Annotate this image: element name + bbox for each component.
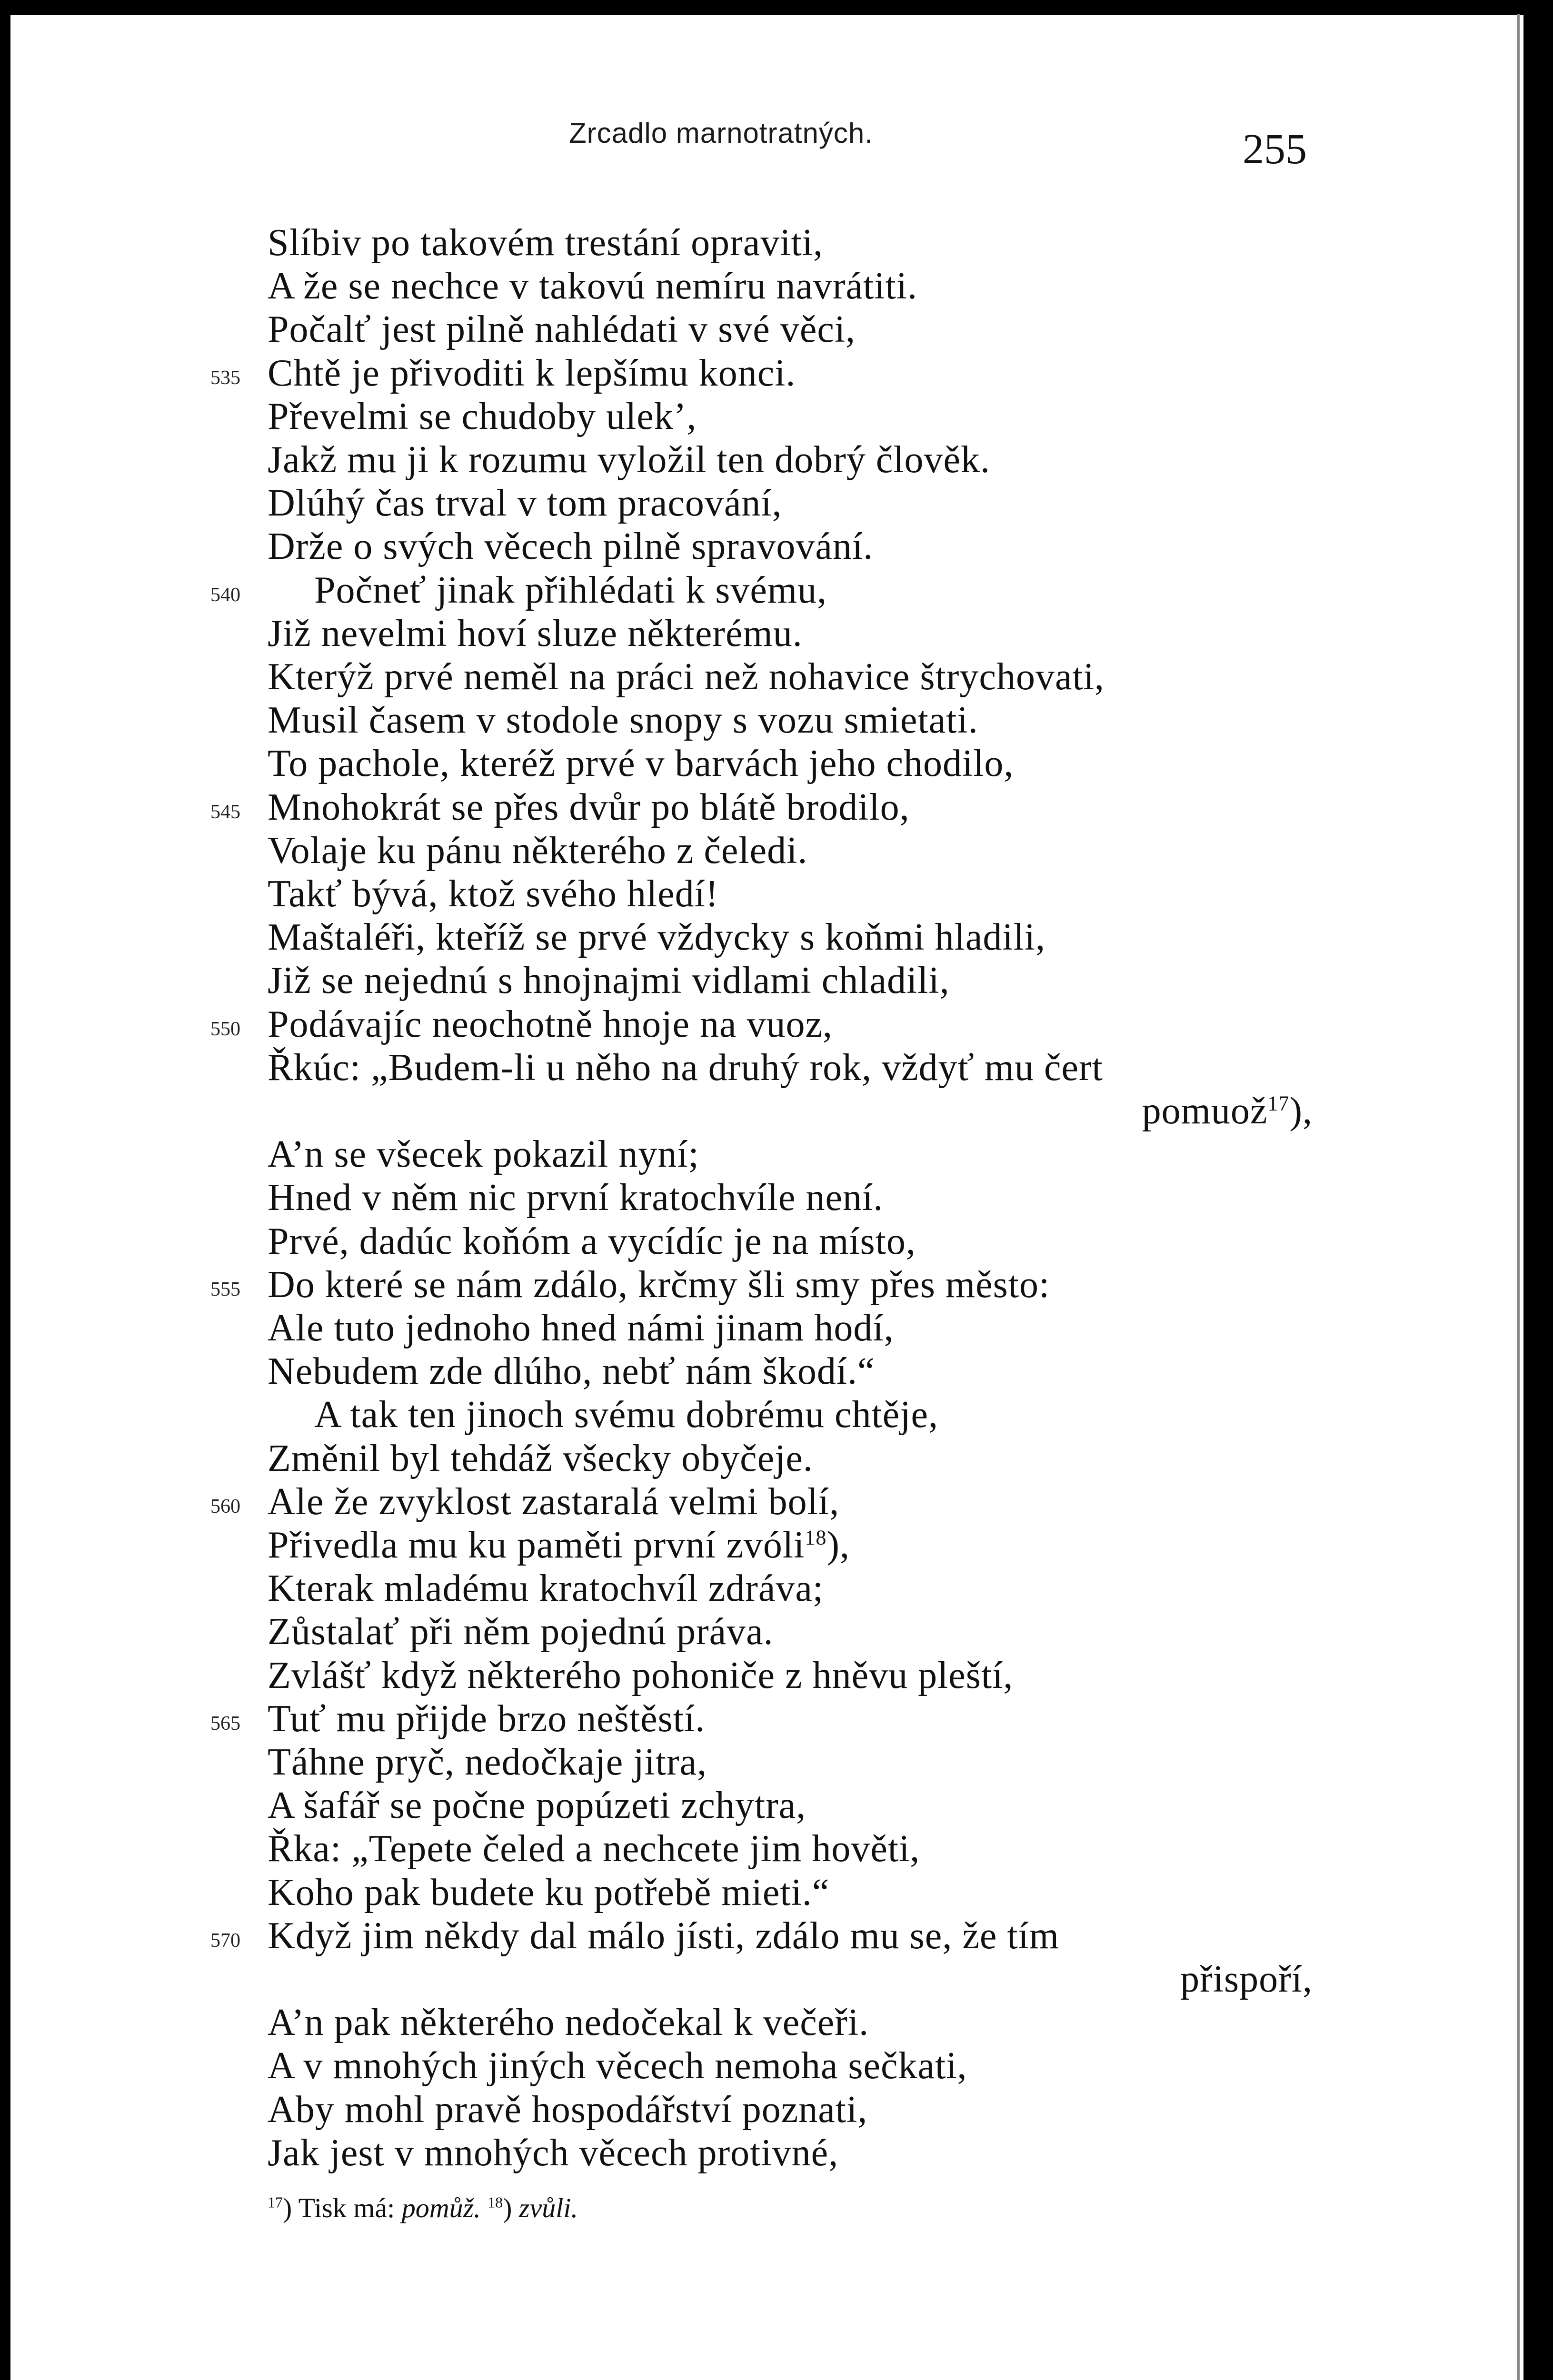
verse-line xyxy=(268,1222,916,1260)
verse-line xyxy=(268,2088,868,2131)
verse-text: Tuť mu přijde brzo neštěstí. xyxy=(268,1697,706,1740)
verse-text: Již nevelmi hoví sluze některému. xyxy=(268,612,803,654)
verse-text: Řka: „Tepete čeled a nechcete jim hověti, xyxy=(268,1828,920,1870)
scan-edge-top xyxy=(0,0,1553,15)
footnotes xyxy=(268,2192,578,2224)
verse-line xyxy=(268,1263,1050,1306)
footnote-reference: 17 xyxy=(1267,1091,1290,1115)
verse-text: Jak jest v mnohých věcech protivné, xyxy=(268,2132,839,2174)
verse-text: Hned v něm nic první kratochvíle není. xyxy=(268,1177,884,1219)
verse-text: Jakž mu ji k rozumu vyložil ten dobrý člověk. xyxy=(268,439,991,481)
verse-line xyxy=(268,699,978,742)
verse-text: A’n pak některého nedočekal k večeři. xyxy=(268,2002,869,2044)
verse-text: Aby mohl pravě hospodářství poznati, xyxy=(268,2088,868,2131)
verse-line xyxy=(268,1439,813,1478)
verse-line xyxy=(268,526,874,568)
line-number: 550 xyxy=(210,1018,240,1040)
verse-line xyxy=(268,441,990,479)
verse-text: A’n se všecek pokazil nyní; xyxy=(268,1133,699,1176)
verse-line xyxy=(268,744,1014,783)
verse-text: Zvlášť když některého pohoniče z hněvu pleští, xyxy=(268,1654,1014,1696)
line-number: 545 xyxy=(210,801,240,823)
line-number: 570 xyxy=(210,1929,240,1952)
verse-text: Prvé, dadúc koňóm a vycídíc je na místo, xyxy=(268,1220,916,1262)
verse-line xyxy=(268,962,950,1000)
verse-line xyxy=(268,1914,1060,1957)
line-number: 565 xyxy=(210,1712,240,1735)
verse-text: Slíbiv po takovém trestání opraviti, xyxy=(268,222,823,264)
verse-text: Musil časem v stodole snopy s vozu smietati. xyxy=(268,699,978,742)
footnote-reading: zvůli. xyxy=(518,2192,578,2223)
verse-line xyxy=(268,482,782,525)
verse-line xyxy=(268,1786,806,1825)
verse-line xyxy=(268,1179,883,1217)
verse-text: Takť bývá, ktož svého hledí! xyxy=(268,873,719,915)
verse-line xyxy=(268,1526,850,1564)
footnote-text: ) xyxy=(503,2192,519,2223)
verse-text: A šafář se počne popúzeti zchytra, xyxy=(268,1785,806,1827)
verse-line xyxy=(268,1350,875,1393)
verse-text: Dlúhý čas trval v tom pracování, xyxy=(268,482,782,525)
verse-line xyxy=(268,267,917,305)
footnote-reading: pomůž. xyxy=(401,2192,481,2223)
line-number: 540 xyxy=(210,584,240,606)
verse-line xyxy=(268,1830,920,1868)
footnote-reference: 18 xyxy=(805,1526,827,1549)
verse-text: Do které se nám zdálo, krčmy šli smy přes město: xyxy=(268,1263,1050,1306)
verse-line xyxy=(268,612,803,654)
verse-line xyxy=(268,1613,774,1651)
verse-text: Drže o svých věcech pilně spravování. xyxy=(268,526,874,568)
verse-line xyxy=(268,1005,833,1043)
verse-line xyxy=(268,354,796,392)
verse-text: Ale že zvyklost zastaralá velmi bolí, xyxy=(268,1480,840,1523)
verse-line xyxy=(314,1396,938,1434)
verse-text: Chtě je přivoditi k lepšímu konci. xyxy=(268,352,796,394)
verse-text: pomuož xyxy=(1142,1090,1268,1132)
verse-line xyxy=(268,1133,699,1176)
verse-text: Mnohokrát se přes dvůr po blátě brodilo, xyxy=(268,786,910,828)
verse-line xyxy=(268,916,1046,959)
verse-text: Když jim někdy dal málo jísti, zdálo mu se, že tím xyxy=(268,1914,1060,1957)
verse-line xyxy=(268,788,910,826)
verse-line xyxy=(268,829,808,872)
verse-text: přispoří, xyxy=(1180,1958,1313,2000)
verse-text: Změnil byl tehdáž všecky obyčeje. xyxy=(268,1437,813,1479)
footnote-text: ) Tisk má: xyxy=(282,2192,402,2223)
verse-text: Táhne pryč, nedočkaje jitra, xyxy=(268,1741,707,1783)
verse-line xyxy=(268,1871,830,1914)
verse-line xyxy=(268,1567,824,1610)
page-number: 255 xyxy=(1243,126,1307,173)
verse-line xyxy=(268,2047,967,2085)
verse-text: To pachole, kteréž prvé v barvách jeho chodilo, xyxy=(268,743,1014,785)
verse-line xyxy=(268,1046,1103,1089)
verse-text: Řkúc: „Budem-li u něho na druhý rok, vždyť mu čert xyxy=(268,1046,1103,1089)
scan-edge-shadow xyxy=(1517,14,1520,2380)
verse-text: Volaje ku pánu některého z čeledi. xyxy=(268,829,808,872)
line-number: 560 xyxy=(210,1495,240,1517)
verse-line xyxy=(268,1309,894,1347)
line-number: 535 xyxy=(210,367,240,389)
verse-text: Nebudem zde dlúho, nebť nám škodí.“ xyxy=(268,1350,875,1393)
verse-text-tail: ), xyxy=(1289,1090,1313,1132)
verse-line xyxy=(268,1697,706,1740)
verse-text: Ale tuto jednoho hned námi jinam hodí, xyxy=(268,1307,894,1349)
verse-line xyxy=(268,1743,707,1781)
verse-line xyxy=(268,308,856,351)
verse-line xyxy=(268,875,718,913)
verse-line xyxy=(314,571,827,609)
verse-line xyxy=(268,397,697,436)
scan-edge-right xyxy=(1523,0,1553,2380)
verse-text: Zůstalať při něm pojednú práva. xyxy=(268,1611,774,1653)
verse-line xyxy=(268,1656,1013,1695)
scan-edge-left xyxy=(0,0,10,2380)
verse-text: Podávajíc neochotně hnoje na vuoz, xyxy=(268,1003,833,1045)
verse-line xyxy=(1142,1092,1313,1130)
running-title: Zrcadlo marnotratných. xyxy=(569,117,873,149)
verse-text: Koho pak budete ku potřebě mieti.“ xyxy=(268,1871,830,1914)
verse-text: Převelmi se chudoby ulek’, xyxy=(268,395,697,437)
verse-text: Přivedla mu ku paměti první zvóli xyxy=(268,1524,805,1566)
verse-text: A tak ten jinoch svému dobrému chtěje, xyxy=(314,1394,939,1436)
footnote-marker: 18 xyxy=(488,2194,503,2211)
verse-text: Počneť jinak přihlédati k svému, xyxy=(314,569,827,611)
verse-text: A že se nechce v takovú nemíru navrátiti. xyxy=(268,265,917,307)
verse-line xyxy=(268,658,1105,696)
footnote-marker: 17 xyxy=(268,2194,283,2211)
verse-text: Maštaléři, kteříž se prvé vždycky s koňmi hladili, xyxy=(268,916,1046,959)
verse-line xyxy=(268,224,823,262)
verse-text: Kterak mladému kratochvíl zdráva; xyxy=(268,1567,824,1610)
verse-line xyxy=(268,2003,869,2042)
verse-text: A v mnohých jiných věcech nemoha sečkati, xyxy=(268,2045,967,2087)
verse-line xyxy=(268,2134,838,2172)
verse-text: Již se nejednú s hnojnajmi vidlami chladili, xyxy=(268,960,950,1002)
line-number: 555 xyxy=(210,1278,240,1300)
verse-text-tail: ), xyxy=(826,1524,850,1566)
verse-line xyxy=(1180,1960,1313,1998)
verse-text: Počalť jest pilně nahlédati v své věci, xyxy=(268,308,856,351)
verse-text: Kterýž prvé neměl na práci než nohavice štrychovati, xyxy=(268,656,1105,698)
verse-line xyxy=(268,1480,840,1523)
